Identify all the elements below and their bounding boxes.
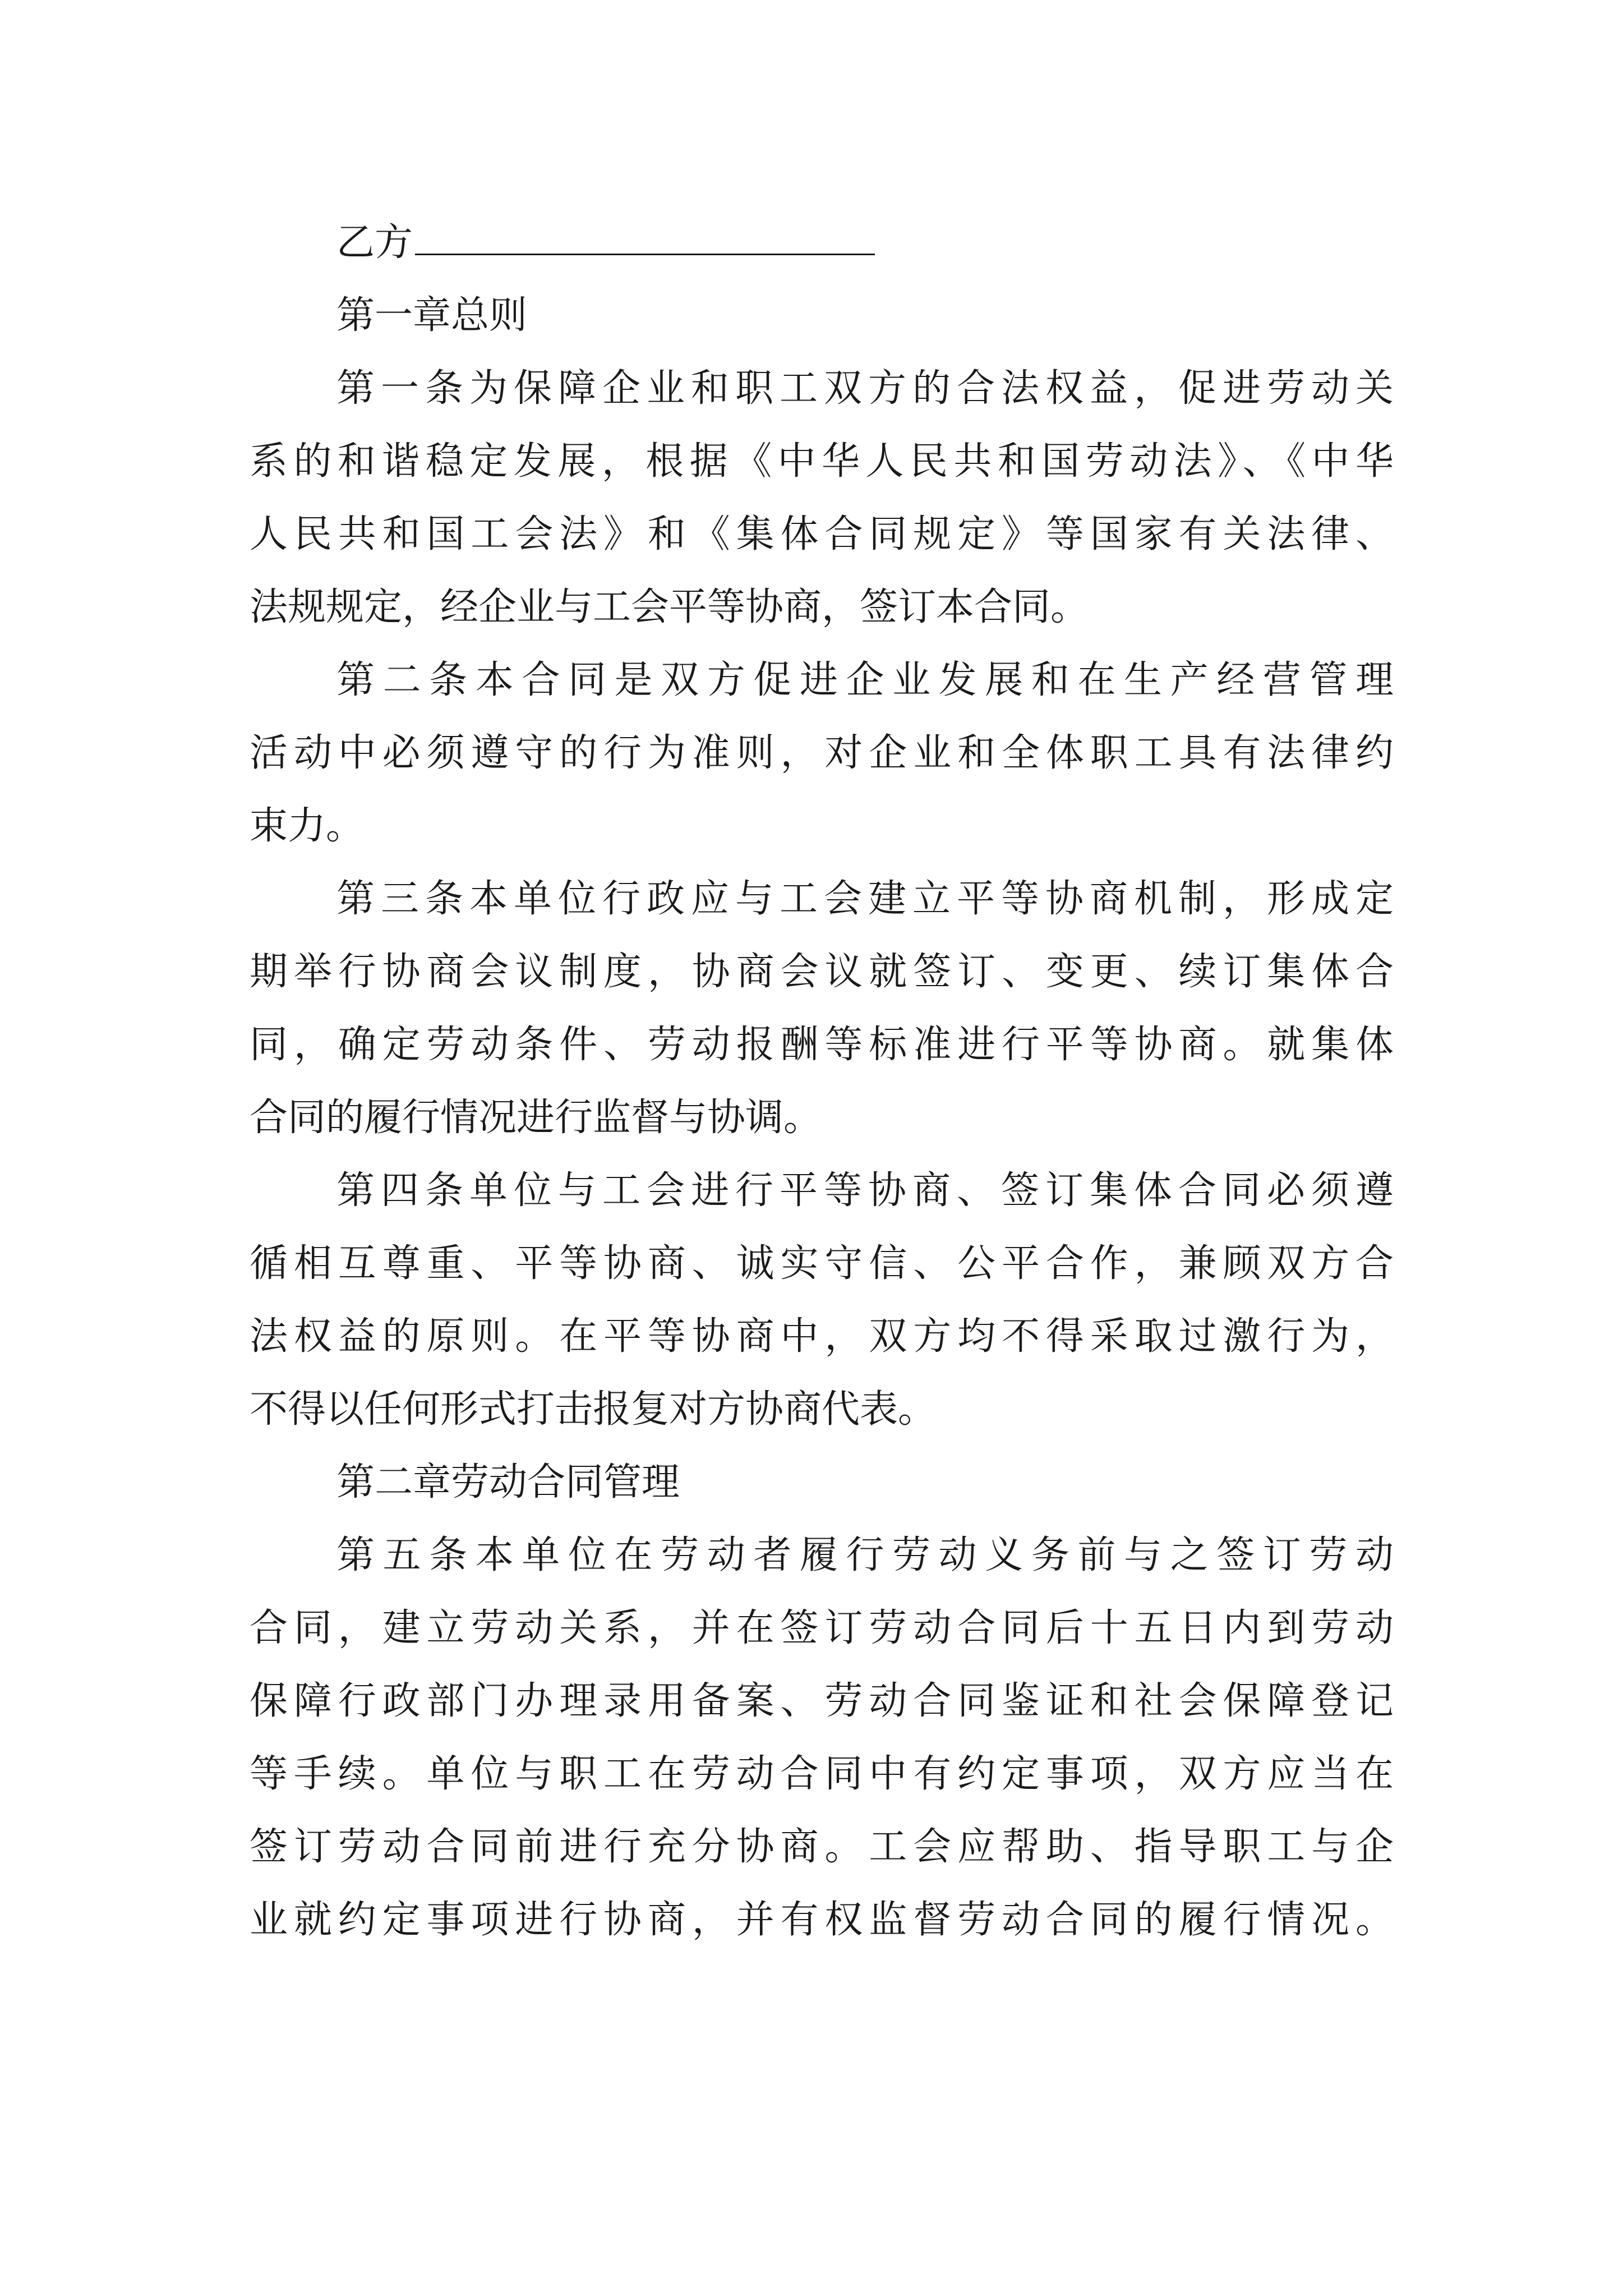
article-5-line: 等手续。单位与职工在劳动合同中有约定事项，双方应当在 [250,1752,1394,1796]
article-2-line: 束力。 [250,804,365,848]
chapter-2-heading: 第二章劳动合同管理 [336,1460,680,1504]
article-4-line: 不得以任何形式打击报复对方协商代表。 [250,1387,937,1432]
article-1-line: 系的和谐稳定发展，根据《中华人民共和国劳动法》、《中华 [250,439,1394,484]
chapter-1-heading: 第一章总则 [336,293,528,338]
article-1-line: 法规规定，经企业与工会平等协商，签订本合同。 [250,585,1089,629]
article-3-line: 第三条本单位行政应与工会建立平等协商机制，形成定 [336,877,1394,921]
article-5-line: 合同，建立劳动关系，并在签订劳动合同后十五日内到劳动 [250,1606,1394,1650]
party-b-line [336,215,1394,271]
article-3-line: 同，确定劳动条件、劳动报酬等标准进行平等协商。就集体 [250,1023,1394,1067]
article-5-line: 第五条本单位在劳动者履行劳动义务前与之签订劳动 [336,1533,1394,1577]
party-b-label: 乙方 [336,220,413,265]
article-4-line: 循相互尊重、平等协商、诚实守信、公平合作，兼顾双方合 [250,1241,1394,1286]
article-1-line: 第一条为保障企业和职工双方的合法权益，促进劳动关 [336,366,1394,411]
article-5-line: 签订劳动合同前进行充分协商。工会应帮助、指导职工与企 [250,1825,1394,1869]
article-2-line: 活动中必须遵守的行为准则，对企业和全体职工具有法律约 [250,731,1394,775]
article-1-line: 人民共和国工会法》和《集体合同规定》等国家有关法律、 [250,512,1394,556]
article-4-line: 第四条单位与工会进行平等协商、签订集体合同必须遵 [336,1168,1394,1213]
party-b-blank [415,219,875,255]
article-5-line: 业就约定事项进行协商，并有权监督劳动合同的履行情况。 [250,1898,1394,1942]
article-3-line: 合同的履行情况进行监督与协调。 [250,1096,822,1140]
article-5-line: 保障行政部门办理录用备案、劳动合同鉴证和社会保障登记 [250,1679,1394,1723]
article-2-line: 第二条本合同是双方促进企业发展和在生产经营管理 [336,658,1394,702]
article-4-line: 法权益的原则。在平等协商中，双方均不得采取过激行为， [250,1314,1394,1359]
article-3-line: 期举行协商会议制度，协商会议就签订、变更、续订集体合 [250,950,1394,994]
